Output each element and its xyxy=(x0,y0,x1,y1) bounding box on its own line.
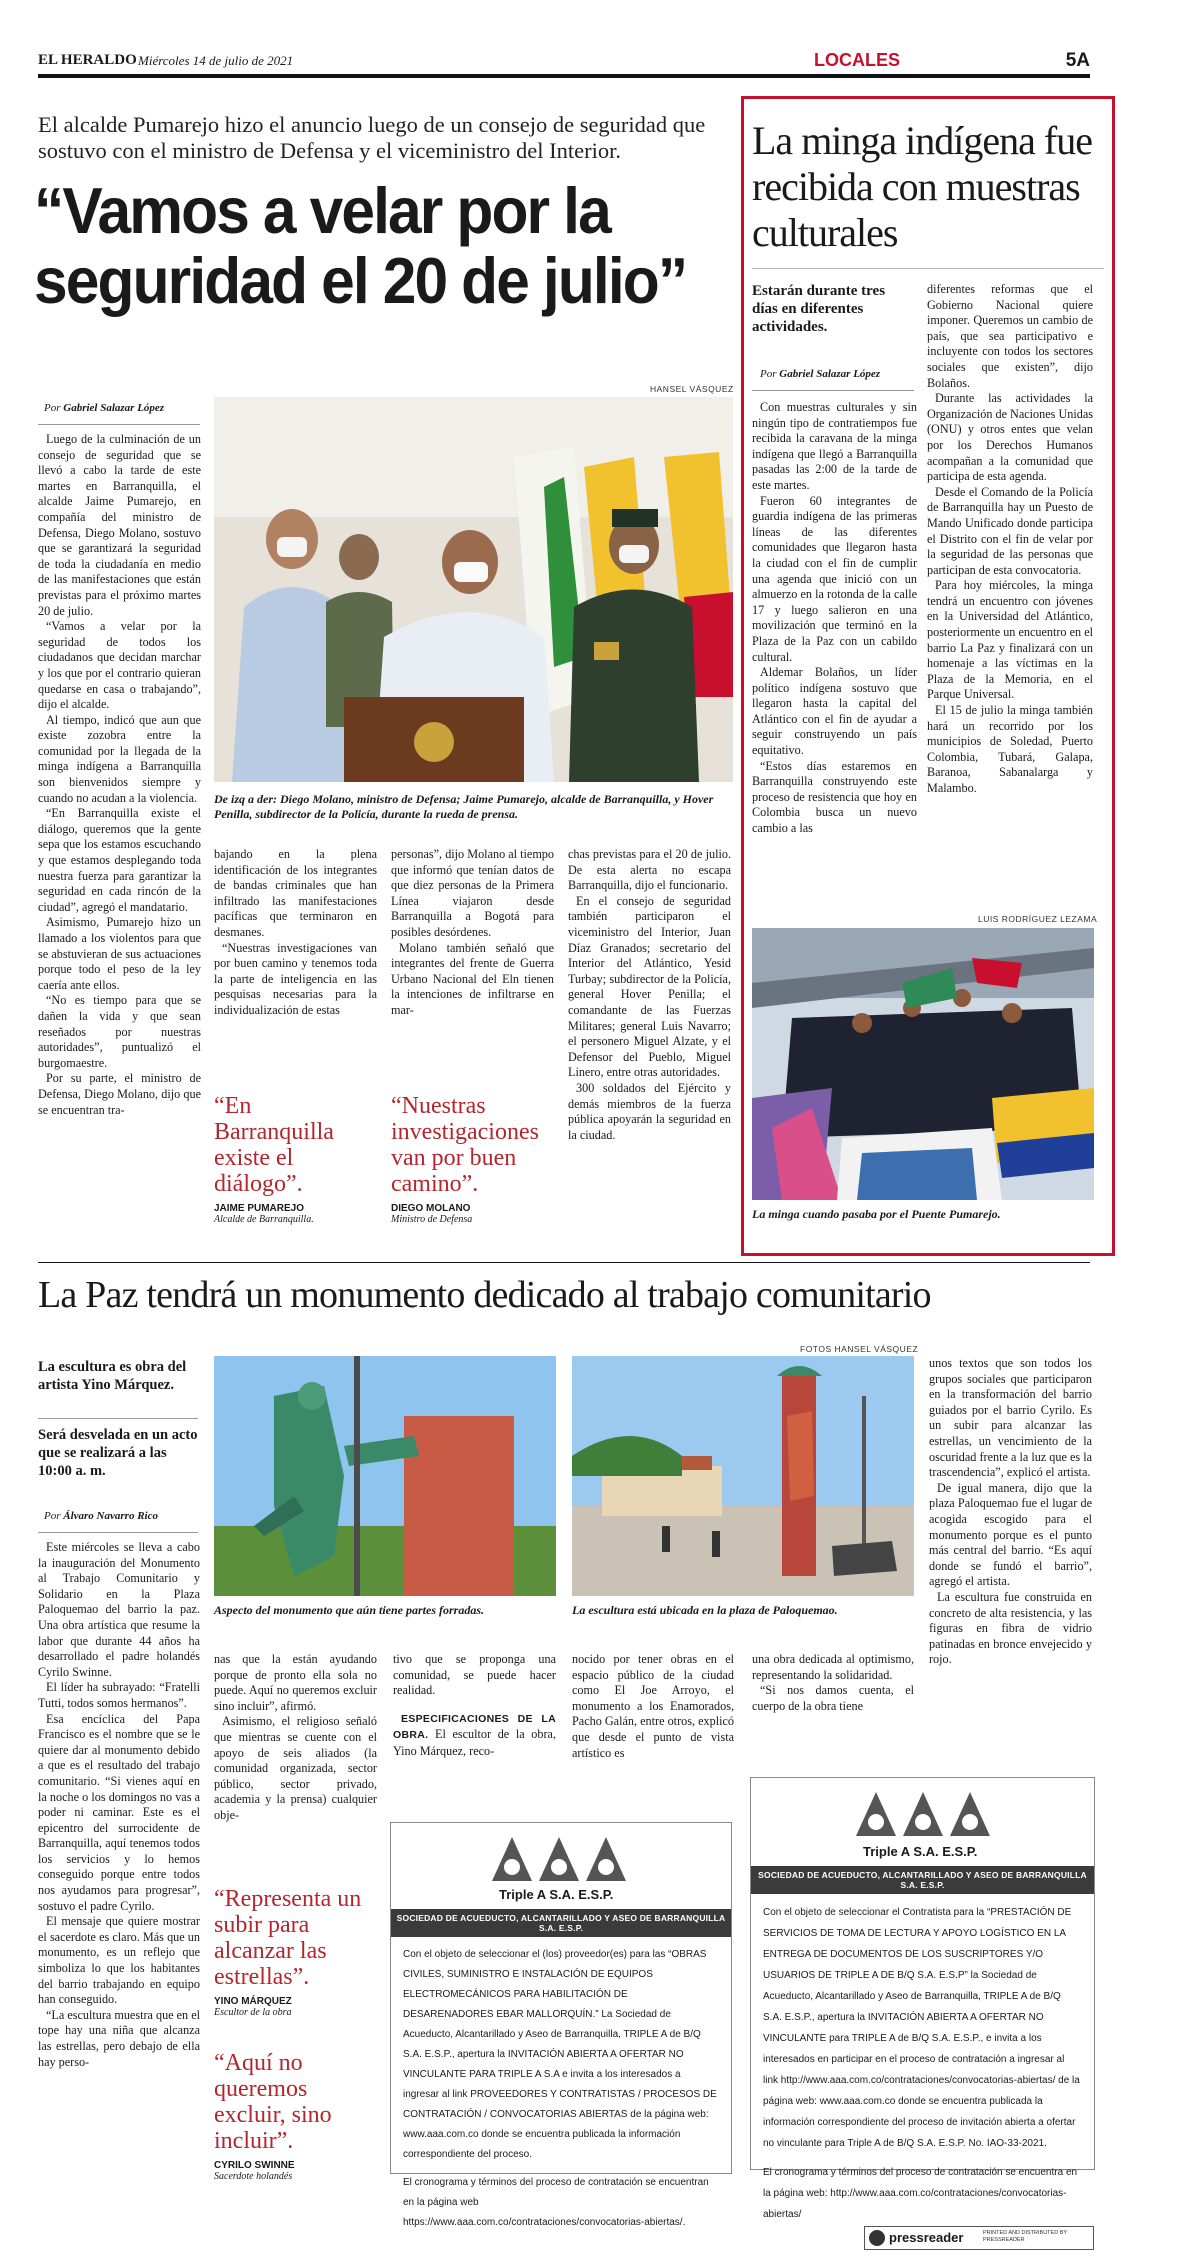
ad-footer: El cronograma y términos del proceso de contratación se encuentran en la página web https://www.aaa.com.co/contrataciones/convocatorias-abiertas/. xyxy=(403,2177,709,2228)
sidebar-photo-caption: La minga cuando pasaba por el Puente Pumarejo. xyxy=(752,1207,1001,1221)
pull-quote-text: “Nuestras investigaciones van por buen camino”. xyxy=(391,1093,539,1197)
main-column-3 xyxy=(391,847,554,1019)
main-byline xyxy=(44,402,164,414)
pressreader-footer xyxy=(864,2226,1094,2250)
pull-quote-name: CYRILO SWINNE xyxy=(214,2160,295,2171)
main-photo-credit: HANSEL VÁSQUEZ xyxy=(650,384,734,394)
sidebar-dek: Estarán durante tres días en diferentes actividades. xyxy=(752,283,886,335)
triple-a-logo-icon xyxy=(851,1786,1001,1842)
pull-quote-name: DIEGO MOLANO xyxy=(391,1203,471,1214)
masthead-rule xyxy=(38,74,1090,78)
pull-quote-role: Ministro de Defensa xyxy=(391,1214,473,1225)
section-divider xyxy=(38,1262,1090,1263)
paragraph xyxy=(393,1711,556,1760)
paragraph: Este miércoles se lleva a cabo la inauguración del Monumento al Trabajo Comunitario y Solidario en la Plaza Paloquemao del barrio la paz. Una obra artística que resume la labor que durante 44 años ha desarrollado el padre holandés Cyrilo Swinne. xyxy=(38,1540,200,1679)
sidebar-column-2 xyxy=(927,282,1093,797)
pull-quote-molano xyxy=(391,1093,554,1225)
ad-body xyxy=(391,1937,731,2241)
pull-quote-text: “Representa un subir para alcanzar las estrellas”. xyxy=(214,1886,362,1990)
story2-column-4 xyxy=(572,1652,734,1761)
spec-heading: ESPECIFICACIONES DE LA OBRA. xyxy=(393,1712,556,1742)
byline-author: Gabriel Salazar López xyxy=(63,402,165,414)
story2-dek-2: Será desvelada en un acto que se realizará a las 10:00 a. m. xyxy=(38,1427,198,1479)
paragraph: Asimismo, el religioso señaló que mientras se cuente con el apoyo de seis aliados (la comunidad organizada, sector público, sector privado, academia y la prensa) cualquier obje- xyxy=(214,1714,377,1822)
paragraph: Aldemar Bolaños, un líder político indígena sostuvo que llegaron hasta la capital del Atlántico con el fin de ayudar a seguir construyendo un país equitativo. xyxy=(752,665,917,758)
monument-photo-2 xyxy=(572,1356,914,1596)
paragraph: La escultura fue construida en concreto de alta resistencia, y las figuras en fibra de vidrio patinadas en bronce envejecido y rojo. xyxy=(929,1589,1092,1667)
story2-column-2 xyxy=(214,1652,377,1824)
paragraph: Asimismo, Pumarejo hizo un llamado a los violentos para que se abstuvieran de sus actuaciones porque todo el peso de la ley caería ante ellos. xyxy=(38,915,201,992)
paragraph: Con muestras culturales y sin ningún tipo de contratiempos fue recibida la caravana de la minga indígena que llegó a Barranquilla pasadas las 2:00 de la tarde de este martes. xyxy=(752,400,917,492)
ad-band: SOCIEDAD DE ACUEDUCTO, ALCANTARILLADO Y ASEO DE BARRANQUILLA S.A. E.S.P. xyxy=(751,1866,1094,1894)
monument-photo-2-caption: La escultura está ubicada en la plaza de Paloquemao. xyxy=(572,1603,838,1617)
byline-author: Álvaro Navarro Rico xyxy=(63,1510,158,1522)
pressreader-icon xyxy=(869,2230,885,2246)
ad-logo xyxy=(391,1823,731,1909)
pull-quote-name: YINO MÁRQUEZ xyxy=(214,1996,292,2007)
byline-prefix: Por xyxy=(44,402,61,414)
ad-company-name: Triple A S.A. E.S.P. xyxy=(863,1844,978,1859)
pull-quote-text: “En Barranquilla existe el diálogo”. xyxy=(214,1093,334,1197)
main-byline-rule xyxy=(38,424,200,425)
sidebar-photo-credit: LUIS RODRÍGUEZ LEZAMA xyxy=(978,914,1098,924)
headline-line-1: “Vamos a velar por la xyxy=(34,174,610,247)
paragraph: una obra dedicada al optimismo, representando la solidaridad. xyxy=(752,1652,914,1682)
main-headline xyxy=(34,176,741,316)
spec-text: El escultor de la obra, Yino Márquez, reco- xyxy=(393,1727,556,1758)
paragraph: 300 soldados del Ejército y demás miembros de la fuerza pública apoyarán la seguridad en la ciudad. xyxy=(568,1080,731,1142)
main-photo-caption: De izq a der: Diego Molano, ministro de Defensa; Jaime Pumarejo, alcalde de Barranquilla, y Hover Penilla, subdirector de la Policía, durante la rueda de prensa. xyxy=(214,792,714,821)
issue-date: Miércoles 14 de julio de 2021 xyxy=(138,53,294,68)
paragraph: “Si nos damos cuenta, el cuerpo de la obra tiene xyxy=(752,1683,914,1713)
story2-column-3 xyxy=(393,1652,556,1760)
sidebar-byline xyxy=(760,368,880,380)
ad-text: Con el objeto de seleccionar el Contratista para la “PRESTACIÓN DE SERVICIOS DE TOMA DE LECTURA Y APOYO LOGÍSTICO EN LA ENTREGA DE DOCUMENTOS DE LOS SUSCRIPTORES Y/O USUARIOS DE TRIPLE A DE B/Q S.A. E.S.P” la Sociedad de Acueducto, Alcantarillado y Aseo de Barranquilla, TRIPLE A de B/Q S.A. E.S.P., apertura la INVITACIÓN ABIERTA A OFERTAR NO VINCULANTE para TRIPLE A de B/Q S.A. E.S.P., e invita a los interesados en participar en el proceso de contratación a ingresar al link http://www.aaa.com.co/contrataciones/convocatorias-abiertas/ de la página web: www.aaa.com.co donde se encuentra publicada la información correspondiente del proceso de invitación abierta a ofertar no vinculante para Triple A de B/Q S.A. E.S.P. No. IAO-33-2021. xyxy=(763,1907,1080,2149)
paragraph: “Nuestras investigaciones van por buen camino y tenemos toda la parte de inteligencia en las pesquisas necesarias para la individualización de estas xyxy=(214,940,377,1017)
paragraph: Esa encíclica del Papa Francisco es el nombre que se le quiere dar al monumento debido a que es el resultado del trabajo comunitario. “Si vienes aquí en la noche o los domingos no vas a poder ni caminar. Este es el epicentro del surrocidente de Barranquilla, aquí tenemos todos los servicios y lo hemos conseguido porque entre todos nos ayudamos para progresar”, sostuvo el padre Cyrilo. xyxy=(38,1711,200,1913)
paragraph: De igual manera, dijo que la plaza Paloquemao fue el lugar de acogida escogido para el monumento porque es el punto más central del barrio. “Es aquí donde se fundó el barrio”, agregó el artista. xyxy=(929,1480,1092,1589)
plaza-paloquemao-image xyxy=(572,1356,914,1596)
paragraph: “En Barranquilla existe el diálogo, queremos que la gente sepa que los estamos escuchando y que estamos desplegando toda nuestra fuerza para garantizar la seguridad en cada rincón de la ciudad”, agregó el mandatario. xyxy=(38,806,201,914)
byline-prefix: Por xyxy=(760,368,777,380)
triple-a-ad-2 xyxy=(750,1777,1095,2220)
paragraph: nas que la están ayudando porque de pronto ella sola no puede. Aquí no queremos excluir sino incluir”, afirmó. xyxy=(214,1652,377,1713)
ad-band: SOCIEDAD DE ACUEDUCTO, ALCANTARILLADO Y ASEO DE BARRANQUILLA S.A. E.S.P. xyxy=(391,1909,731,1937)
pull-quote-role: Alcalde de Barranquilla. xyxy=(214,1214,314,1225)
paragraph: “Estos días estaremos en Barranquilla construyendo este proceso de resistencia que hoy en Colombia busca un nuevo cambio a las xyxy=(752,758,917,836)
ad-body xyxy=(751,1894,1094,2233)
page-number: 5A xyxy=(1065,50,1090,71)
triple-a-logo-icon xyxy=(487,1831,637,1887)
pull-quote-role: Sacerdote holandés xyxy=(214,2171,293,2182)
paragraph: bajando en la plena identificación de los integrantes de bandas criminales que han infiltrado las manifestaciones pacíficas que terminaron en desmanes. xyxy=(214,847,377,939)
sidebar-byline-rule xyxy=(752,390,914,391)
story2-column-1 xyxy=(38,1540,200,2070)
main-column-4 xyxy=(568,847,731,1143)
byline-author: Gabriel Salazar López xyxy=(779,368,881,380)
paragraph: “La escultura muestra que en el tope hay una niña que alcanza las estrellas, pero debajo de ella hay perso- xyxy=(38,2007,200,2069)
pull-quote-marquez xyxy=(214,1886,377,2018)
paragraph: “No es tiempo para que se dañen la vida y que sean reseñados por nuestras autoridades”, puntualizó el burgomaestre. xyxy=(38,993,201,1070)
section-name: LOCALES xyxy=(814,50,901,70)
paragraph: Fueron 60 integrantes de guardia indígena de las primeras líneas de las diferentes comunidades que llegaron hasta la ciudad con el fin de cumplir una agenda que inició con un almuerzo en la rotonda de la calle 17 y luego salieron en una movilización que terminó en la Plaza de la Paz con un cabildo cultural. xyxy=(752,493,917,664)
ad-text: Con el objeto de seleccionar el (los) proveedor(es) para las “OBRAS CIVILES, SUMINISTRO E INSTALACIÓN DE EQUIPOS ELECTROMECÁNICOS PARA HABILITACIÓN DE DESARENADORES EBAR MALLORQUÍN.” La Sociedad de Acueducto, Alcantarillado y Aseo de Barranquilla, TRIPLE A de B/Q S.A. E.S.P., apertura la INVITACIÓN ABIERTA A OFERTAR NO VINCULANTE PARA TRIPLE A S.A e invita a los interesados a ingresar al link PROVEEDORES Y CONTRATISTAS / PROCESOS DE CONTRATACIÓN / CONVOCATORIAS ABIERTAS de la página web: www.aaa.com.co donde se encuentra publicada la información correspondiente del proceso. xyxy=(403,1949,717,2160)
pull-quote-text: “Aquí no queremos excluir, sino incluir”. xyxy=(214,2050,332,2154)
paragraph: Luego de la culminación de un consejo de seguridad que se llevó a cabo la tarde de este martes en Barranquilla, el alcalde Jaime Pumarejo, en compañía del ministro de Defensa, Diego Molano, sostuvo que se garantizará la seguridad de toda la ciudadanía en medio de las manifestaciones que están previstas para el próximo martes 20 de julio. xyxy=(38,432,201,618)
paragraph: tivo que se proponga una comunidad, se puede hacer realidad. xyxy=(393,1652,556,1698)
story2-headline: La Paz tendrá un monumento dedicado al trabajo comunitario xyxy=(38,1274,931,1316)
pull-quote-pumarejo xyxy=(214,1093,377,1225)
paper-name: EL HERALDO xyxy=(38,52,137,68)
paragraph: chas previstas para el 20 de julio. De esta alerta no escapa Barranquilla, dijo el funcionario. xyxy=(568,847,731,893)
ad-company-name: Triple A S.A. E.S.P. xyxy=(499,1887,614,1902)
main-photo xyxy=(214,397,733,782)
headline-line-2: seguridad el 20 de julio” xyxy=(34,244,687,317)
masthead xyxy=(38,50,1090,94)
pressreader-brand: pressreader xyxy=(889,2230,964,2245)
paragraph: Por su parte, el ministro de Defensa, Diego Molano, dijo que se encuentran tra- xyxy=(38,1071,201,1117)
paragraph: El mensaje que quiere mostrar el sacerdote es claro. Más que un monumento, es un reflejo que simboliza lo que los habitantes del barrio trabajando en equipo han conseguido. xyxy=(38,1914,200,2007)
story2-dek-rule xyxy=(38,1418,198,1419)
pull-quote-name: JAIME PUMAREJO xyxy=(214,1203,305,1214)
monument-photo-1-caption: Aspecto del monumento que aún tiene partes forradas. xyxy=(214,1603,485,1617)
story2-column-6 xyxy=(929,1356,1092,1668)
ad-footer: El cronograma y términos del proceso de contratación se encuentra en la página web: http://www.aaa.com.co/contrataciones/convocatorias-abiertas/ xyxy=(763,2167,1078,2220)
paragraph: El líder ha subrayado: “Fratelli Tutti, todos somos hermanos”. xyxy=(38,1680,200,1710)
story2-byline xyxy=(44,1510,158,1522)
pull-quote-role: Escultor de la obra xyxy=(214,2007,292,2018)
pull-quote-swinne xyxy=(214,2050,377,2182)
main-column-2 xyxy=(214,847,377,1019)
sidebar-photo xyxy=(752,928,1094,1200)
story2-byline-rule xyxy=(38,1532,198,1533)
paragraph: diferentes reformas que el Gobierno Nacional quiere imponer. Queremos un cambio de país, que sea participativo e incluyente con todos los sectores sociales que existen”, dijo Bolaños. xyxy=(927,282,1093,390)
monument-closeup-image xyxy=(214,1356,556,1596)
paragraph: unos textos que son todos los grupos sociales que participaron en la transformación del barrio guiados por el barrio Cyrilo. Es un subir para alcanzar las estrellas, un vencimiento de la oscuridad frente a la luz que es la trascendencia”, explicó el artista. xyxy=(929,1356,1092,1480)
sidebar-column-1 xyxy=(752,400,917,837)
paragraph: Durante las actividades la Organización de Naciones Unidas (ONU) y otros entes que velan por los Derechos Humanos acompañan a la comunidad que participa de esta agenda. xyxy=(927,391,1093,484)
ad-logo xyxy=(751,1778,1094,1866)
triple-a-ad-1 xyxy=(390,1822,732,2228)
paragraph: Para hoy miércoles, la minga tendrá un encuentro con jóvenes en la Universidad del Atlántico, posteriormente un encuentro en el barrio La Paz y finalizará con un homenaje a las víctimas en la Plaza de la Memoria, en el Parque Universal. xyxy=(927,578,1093,702)
paragraph: “Vamos a velar por la seguridad de todos los ciudadanos que decidan marchar y los que por el contrario quieran quedarse en casa o trabajando”, dijo el alcalde. xyxy=(38,619,201,712)
byline-prefix: Por xyxy=(44,1510,61,1522)
main-column-1 xyxy=(38,432,201,1118)
paragraph: personas”, dijo Molano al tiempo que informó que tenían datos de que diez personas de la Primera Línea viajaron desde Barranquilla a Bogotá para posibles desórdenes. xyxy=(391,847,554,939)
sidebar-headline: La minga indígena fue recibida con muestras culturales xyxy=(752,118,1092,255)
story2-dek-1: La escultura es obra del artista Yino Márquez. xyxy=(38,1359,187,1393)
press-conference-image xyxy=(214,397,733,782)
main-kicker: El alcalde Pumarejo hizo el anuncio luego de un consejo de seguridad que sostuvo con el ministro de Defensa y el viceministro del Interior. xyxy=(38,112,706,163)
pressreader-fineprint: PRINTED AND DISTRIBUTED BY PRESSREADER xyxy=(983,2230,1067,2243)
paragraph: Al tiempo, indicó que aun que existe zozobra entre la comunidad por la llegada de la minga indígena a Barranquilla son bienvenidos siempre y cuando no acudan a la violencia. xyxy=(38,712,201,805)
paragraph: nocido por tener obras en el espacio público de la ciudad como El Joe Arroyo, el monumento a los Enamorados, Pacho Galán, entre otros, explicó que desde el punto de vista artístico es xyxy=(572,1652,734,1760)
paragraph: Molano también señaló que integrantes del frente de Guerra Urbano Nacional del Eln tienen la intenciones de infiltrarse en mar- xyxy=(391,940,554,1017)
paragraph: El 15 de julio la minga también hará un recorrido por los municipios de Soledad, Puerto Colombia, Tubará, Galapa, Baranoa, Sabanalarga y Malambo. xyxy=(927,703,1093,795)
sidebar-rule xyxy=(752,268,1104,269)
monument-photo-1 xyxy=(214,1356,556,1596)
story2-photo-credit: FOTOS HANSEL VÁSQUEZ xyxy=(800,1344,919,1354)
story2-column-5 xyxy=(752,1652,914,1714)
minga-bridge-image xyxy=(752,928,1094,1200)
paragraph: Desde el Comando de la Policía de Barranquilla hay un Puesto de Mando Unificado donde participa el Distrito con el fin de velar por la seguridad de las personas que participan de esta convocatoria. xyxy=(927,484,1093,577)
paragraph: En el consejo de seguridad también participaron el viceministro del Interior, Juan Díaz Granados; secretario del Interior del Atlántico, Yesid Turbay; subdirector de la Policía, general Hover Penilla; el comandante de las Fuerzas Militares; general Luis Navarro; el personero Miguel Alzate, y el Defensor del Pueblo, Miguel Linero, entre otras autoridades. xyxy=(568,893,731,1080)
